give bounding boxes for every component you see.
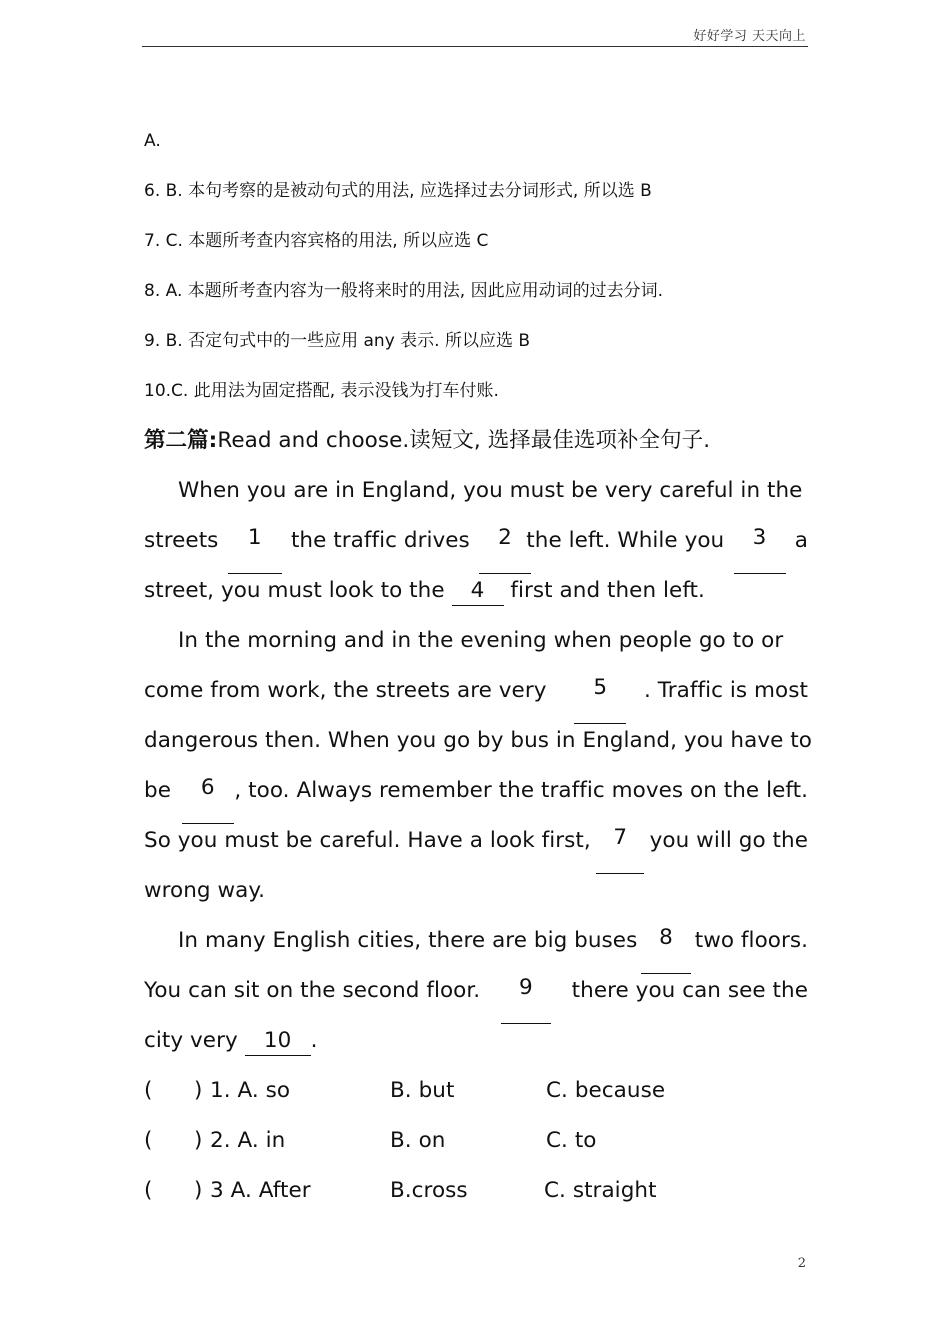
question-option-c: C. to xyxy=(546,1128,597,1153)
question-option-a: 3 A. After xyxy=(210,1178,311,1203)
question-option-b: B. but xyxy=(390,1078,455,1103)
passage-text: be xyxy=(144,778,171,803)
passage-text: a xyxy=(794,528,808,553)
blank-1: 1 xyxy=(228,524,282,574)
passage-text: the traffic drives xyxy=(290,528,470,553)
answer-line: 10.C. 此用法为固定搭配, 表示没钱为打车付账. xyxy=(144,381,499,401)
passage-text: the left. While you xyxy=(526,528,725,553)
passage-line: dangerous then. When you go by bus in England, you have to xyxy=(144,728,812,753)
page-content xyxy=(144,124,812,1224)
question-option-b: B.cross xyxy=(390,1178,468,1203)
question-row xyxy=(144,1124,808,1174)
answer-line: 6. B. 本句考察的是被动句式的用法, 应选择过去分词形式, 所以选 B xyxy=(144,181,652,201)
passage-line xyxy=(144,624,808,674)
answer-paren-open: ( xyxy=(144,1128,153,1153)
blank-3: 3 xyxy=(734,524,786,574)
answer-paren-open: ( xyxy=(144,1078,153,1103)
question-option-a: 2. A. in xyxy=(210,1128,286,1153)
passage-line xyxy=(144,524,808,574)
passage-text: street, you must look to the xyxy=(144,578,445,603)
answer-line: 7. C. 本题所考查内容宾格的用法, 所以应选 C xyxy=(144,231,489,251)
answer-paren-open: ( xyxy=(144,1178,153,1203)
passage-text: You can sit on the second floor. xyxy=(144,978,481,1003)
passage-line xyxy=(144,574,808,624)
header-motto: 好好学习 天天向上 xyxy=(693,29,806,44)
question-row xyxy=(144,1074,808,1124)
passage-line: wrong way. xyxy=(144,878,265,903)
question-option-a: 1. A. so xyxy=(210,1078,291,1103)
blank-7: 7 xyxy=(596,824,644,874)
passage-line xyxy=(144,774,808,824)
answer-line: 8. A. 本题所考查内容为一般将来时的用法, 因此应用动词的过去分词. xyxy=(144,281,663,301)
passage-line xyxy=(144,974,808,1024)
passage-text: come from work, the streets are very xyxy=(144,678,547,703)
passage-text: first and then left. xyxy=(510,578,705,603)
answer-line: 9. B. 否定句式中的一些应用 any 表示. 所以应选 B xyxy=(144,331,531,351)
answer-paren-close: ) xyxy=(194,1078,203,1103)
section-instruction: Read and choose.读短文, 选择最佳选项补全句子. xyxy=(217,428,711,453)
blank-9: 9 xyxy=(501,974,551,1024)
question-option-c: C. because xyxy=(546,1078,666,1103)
passage-text: . Traffic is most xyxy=(643,678,808,703)
passage-line xyxy=(144,674,808,724)
question-row xyxy=(144,1174,808,1224)
passage-line xyxy=(144,1024,808,1074)
passage-text: streets xyxy=(144,528,219,553)
passage-text: there you can see the xyxy=(571,978,808,1003)
passage-text: So you must be careful. Have a look first, xyxy=(144,828,591,853)
blank-4: 4 xyxy=(452,577,504,606)
blank-2: 2 xyxy=(479,524,531,574)
passage-line xyxy=(144,924,808,974)
question-option-c: C. straight xyxy=(544,1178,657,1203)
passage-line xyxy=(144,824,808,874)
answer-paren-close: ) xyxy=(194,1178,203,1203)
page-number: 2 xyxy=(797,1256,806,1271)
blank-5: 5 xyxy=(574,674,626,724)
blank-8: 8 xyxy=(641,924,691,974)
question-option-b: B. on xyxy=(390,1128,446,1153)
passage-text: In the morning and in the evening when people go to or xyxy=(178,628,784,653)
passage-text: city very xyxy=(144,1028,238,1053)
passage-text: you will go the xyxy=(649,828,808,853)
passage-line: When you are in England, you must be very careful in the xyxy=(178,478,803,503)
blank-6: 6 xyxy=(182,774,234,824)
answer-paren-close: ) xyxy=(194,1128,203,1153)
passage-text: . xyxy=(310,1028,318,1053)
page-header xyxy=(142,18,808,47)
section-label: 第二篇: xyxy=(144,428,218,453)
passage-text: In many English cities, there are big buses xyxy=(178,928,638,953)
passage-text: , too. Always remember the traffic moves on the left. xyxy=(234,778,808,803)
section-heading xyxy=(144,424,808,474)
blank-10: 10 xyxy=(245,1027,311,1056)
answer-line: A. xyxy=(144,131,161,151)
passage-text: two floors. xyxy=(694,928,808,953)
